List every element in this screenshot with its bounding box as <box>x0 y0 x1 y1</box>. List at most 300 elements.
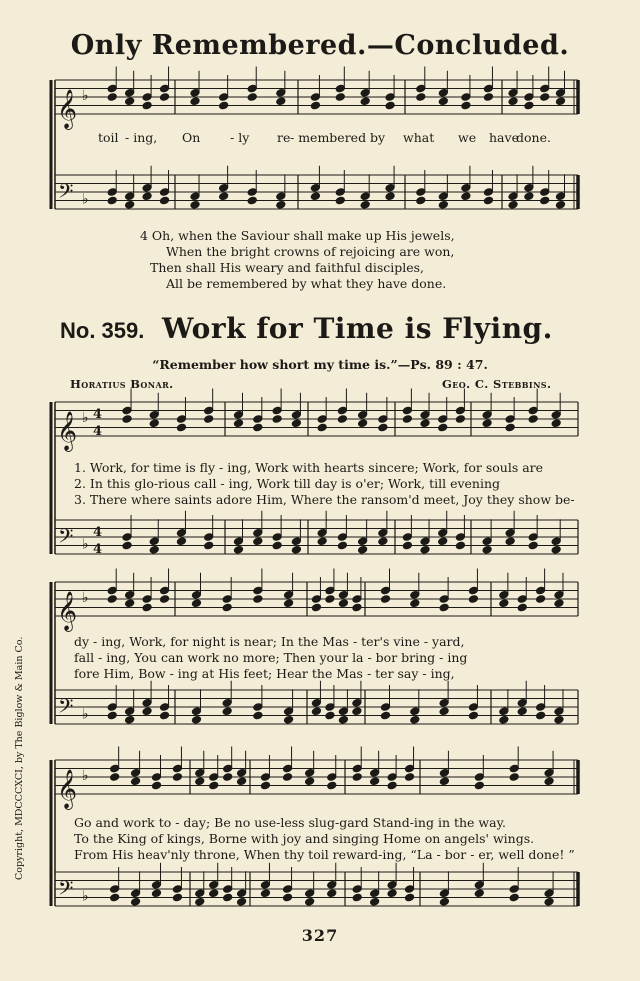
note-head <box>551 419 561 428</box>
stanza-line: Then shall His weary and faithful disciples, <box>150 260 425 275</box>
verse-line-1-1: 1. Work, for time is fly - ing, Work with hearts sincere; Work, for souls are <box>74 460 544 475</box>
note-head <box>310 192 320 201</box>
note-head <box>370 897 380 906</box>
note-head <box>209 773 219 782</box>
note-head <box>461 101 471 110</box>
note-head <box>142 595 152 604</box>
note-head <box>499 590 509 599</box>
note-head <box>125 707 135 716</box>
note-head <box>260 781 270 790</box>
note-head <box>439 595 449 604</box>
note-head <box>160 93 170 102</box>
note-head <box>420 545 430 554</box>
key-flat: ♭ <box>82 536 89 553</box>
note-head <box>410 599 420 608</box>
note-head <box>438 200 448 209</box>
note-head <box>122 415 132 424</box>
note-head <box>439 889 449 898</box>
note-head <box>352 764 362 773</box>
note-head <box>381 586 391 595</box>
note-head <box>172 893 182 902</box>
author-credit: Horatius Bonar. <box>70 377 174 391</box>
note-head <box>544 897 554 906</box>
note-head <box>337 541 347 550</box>
note-head <box>360 97 370 106</box>
note-head <box>125 88 135 97</box>
time-signature: 4 <box>93 525 103 540</box>
note-head <box>455 541 465 550</box>
stanza-line: 4 Oh, when the Saviour shall make up His jewels, <box>140 228 455 243</box>
note-head <box>517 707 527 716</box>
clef-glyph: 𝄞 <box>57 769 78 809</box>
note-head <box>142 101 152 110</box>
note-head <box>195 897 205 906</box>
note-head <box>461 192 471 201</box>
note-head <box>283 893 293 902</box>
note-head <box>528 415 538 424</box>
clef-glyph: 𝄢 <box>58 694 74 723</box>
note-head <box>509 773 519 782</box>
note-head <box>439 603 449 612</box>
clef-glyph: 𝄞 <box>57 411 78 451</box>
note-head <box>276 97 286 106</box>
note-head <box>410 590 420 599</box>
note-head <box>352 595 362 604</box>
note-head <box>276 88 286 97</box>
note-head <box>528 541 538 550</box>
note-head <box>455 533 465 542</box>
note-head <box>317 423 327 432</box>
clef-glyph: 𝄢 <box>58 876 74 905</box>
note-head <box>381 595 391 604</box>
verse-line-3-2: fore Him, Bow - ing at His feet; Hear the Mas - ter say - ing, <box>74 666 455 681</box>
note-head <box>311 707 321 716</box>
note-head <box>125 97 135 106</box>
note-head <box>209 889 219 898</box>
note-head <box>360 88 370 97</box>
note-head <box>439 777 449 786</box>
note-head <box>385 192 395 201</box>
note-head <box>192 599 202 608</box>
note-head <box>122 541 132 550</box>
note-head <box>325 586 335 595</box>
note-head <box>284 599 294 608</box>
note-head <box>524 101 534 110</box>
note-head <box>551 545 561 554</box>
lyric-syllable: re <box>277 130 291 145</box>
note-head <box>152 773 162 782</box>
scripture-epigraph: “Remember how short my time is.”—Ps. 89 : 47. <box>152 357 488 372</box>
note-head <box>291 545 301 554</box>
note-head <box>381 703 391 712</box>
note-head <box>310 101 320 110</box>
note-head <box>222 698 232 707</box>
note-head <box>291 537 301 546</box>
note-head <box>272 533 282 542</box>
lyric-syllable: - membered by <box>290 130 386 145</box>
note-head <box>107 703 117 712</box>
note-head <box>160 711 170 720</box>
note-head <box>253 703 263 712</box>
note-head <box>195 768 205 777</box>
note-head <box>110 773 120 782</box>
note-head <box>352 885 362 894</box>
note-head <box>517 595 527 604</box>
note-head <box>505 423 515 432</box>
note-head <box>131 889 141 898</box>
verse-line-1-3: Go and work to - day; Be no use-less slug-gard Stand-ing in the way. <box>74 815 506 830</box>
note-head <box>499 715 509 724</box>
previous-hymn-title: Only Remembered.—Concluded. <box>70 30 570 61</box>
note-head <box>223 773 233 782</box>
note-head <box>142 698 152 707</box>
note-head <box>152 781 162 790</box>
note-head <box>439 698 449 707</box>
note-head <box>160 586 170 595</box>
note-head <box>190 97 200 106</box>
note-head <box>107 586 117 595</box>
note-head <box>335 84 345 93</box>
note-head <box>192 715 202 724</box>
note-head <box>405 885 415 894</box>
note-head <box>247 93 257 102</box>
note-head <box>237 768 247 777</box>
note-head <box>385 101 395 110</box>
note-head <box>420 537 430 546</box>
note-head <box>325 711 335 720</box>
note-head <box>122 406 132 415</box>
note-head <box>385 93 395 102</box>
note-head <box>468 711 478 720</box>
note-head <box>499 599 509 608</box>
note-head <box>192 590 202 599</box>
note-head <box>378 528 388 537</box>
note-head <box>311 595 321 604</box>
note-head <box>125 715 135 724</box>
note-head <box>474 880 484 889</box>
note-head <box>360 200 370 209</box>
note-head <box>219 192 229 201</box>
note-head <box>378 537 388 546</box>
note-head <box>524 183 534 192</box>
note-head <box>149 545 159 554</box>
time-signature: 4 <box>93 424 103 439</box>
note-head <box>305 897 315 906</box>
lyric-syllable: done. <box>516 130 551 145</box>
note-head <box>253 586 263 595</box>
note-head <box>508 88 518 97</box>
note-head <box>284 590 294 599</box>
note-head <box>219 183 229 192</box>
note-head <box>234 410 244 419</box>
note-head <box>291 410 301 419</box>
note-head <box>260 889 270 898</box>
note-head <box>378 423 388 432</box>
note-head <box>338 715 348 724</box>
note-head <box>222 603 232 612</box>
note-head <box>247 196 257 205</box>
note-head <box>131 777 141 786</box>
time-signature: 4 <box>93 542 103 557</box>
note-head <box>509 893 519 902</box>
stanza-line: All be remembered by what they have done. <box>166 276 447 291</box>
note-head <box>152 889 162 898</box>
note-head <box>327 773 337 782</box>
note-head <box>482 410 492 419</box>
note-head <box>272 415 282 424</box>
note-head <box>125 200 135 209</box>
note-head <box>483 188 493 197</box>
note-head <box>461 93 471 102</box>
note-head <box>381 711 391 720</box>
note-head <box>416 196 426 205</box>
note-head <box>358 537 368 546</box>
note-head <box>192 707 202 716</box>
note-head <box>405 893 415 902</box>
note-head <box>508 200 518 209</box>
note-head <box>370 768 380 777</box>
note-head <box>420 410 430 419</box>
note-head <box>438 192 448 201</box>
note-head <box>554 599 564 608</box>
clef-glyph: 𝄢 <box>58 524 74 553</box>
note-head <box>131 768 141 777</box>
note-head <box>439 768 449 777</box>
note-head <box>483 196 493 205</box>
note-head <box>352 707 362 716</box>
note-head <box>536 586 546 595</box>
note-head <box>337 415 347 424</box>
note-head <box>311 603 321 612</box>
note-head <box>482 537 492 546</box>
note-head <box>468 586 478 595</box>
note-head <box>172 773 182 782</box>
note-head <box>305 777 315 786</box>
note-head <box>305 889 315 898</box>
note-head <box>508 97 518 106</box>
note-head <box>327 781 337 790</box>
note-head <box>402 533 412 542</box>
key-flat: ♭ <box>82 706 89 723</box>
note-head <box>509 764 519 773</box>
note-head <box>416 93 426 102</box>
note-head <box>410 715 420 724</box>
note-head <box>107 188 117 197</box>
note-head <box>160 188 170 197</box>
note-head <box>142 93 152 102</box>
verse-line-1-2: dy - ing, Work, for night is near; In the Mas - ter's vine - yard, <box>74 634 465 649</box>
note-head <box>416 188 426 197</box>
note-head <box>253 711 263 720</box>
note-head <box>335 196 345 205</box>
note-head <box>335 93 345 102</box>
lyric-syllable: - ing, <box>125 130 158 145</box>
note-head <box>237 777 247 786</box>
note-head <box>190 200 200 209</box>
lyric-syllable: we <box>458 130 477 145</box>
note-head <box>237 897 247 906</box>
verse-line-2-2: fall - ing, You can work no more; Then your la - bor bring - ing <box>74 650 468 665</box>
note-head <box>234 545 244 554</box>
note-head <box>283 885 293 894</box>
note-head <box>455 406 465 415</box>
hymn-number: No. 359. <box>60 318 145 343</box>
note-head <box>142 192 152 201</box>
note-head <box>223 893 233 902</box>
note-head <box>110 893 120 902</box>
note-head <box>551 410 561 419</box>
note-head <box>195 777 205 786</box>
note-head <box>317 528 327 537</box>
key-flat: ♭ <box>82 888 89 905</box>
note-head <box>337 533 347 542</box>
note-head <box>260 880 270 889</box>
composer-credit: Geo. C. Stebbins. <box>442 377 552 391</box>
note-head <box>107 93 117 102</box>
note-head <box>125 599 135 608</box>
page-number: 327 <box>301 926 339 945</box>
note-head <box>110 764 120 773</box>
stanza-line: When the bright crowns of rejoicing are won, <box>166 244 455 259</box>
note-head <box>517 603 527 612</box>
note-head <box>276 192 286 201</box>
note-head <box>234 419 244 428</box>
note-head <box>352 603 362 612</box>
note-head <box>223 885 233 894</box>
note-head <box>410 707 420 716</box>
note-head <box>438 528 448 537</box>
note-head <box>508 192 518 201</box>
note-head <box>260 773 270 782</box>
note-head <box>204 415 214 424</box>
note-head <box>107 196 117 205</box>
note-head <box>420 419 430 428</box>
note-head <box>387 880 397 889</box>
lyric-syllable: - ly <box>230 130 250 145</box>
clef-glyph: 𝄞 <box>57 591 78 631</box>
note-head <box>253 423 263 432</box>
note-head <box>528 533 538 542</box>
note-head <box>385 183 395 192</box>
note-head <box>461 183 471 192</box>
note-head <box>176 528 186 537</box>
note-head <box>358 410 368 419</box>
note-head <box>360 192 370 201</box>
note-head <box>524 93 534 102</box>
note-head <box>253 415 263 424</box>
note-head <box>152 880 162 889</box>
note-head <box>439 897 449 906</box>
note-head <box>110 885 120 894</box>
note-head <box>149 419 159 428</box>
hymn-title: Work for Time is Flying. <box>162 312 553 345</box>
note-head <box>474 781 484 790</box>
key-flat: ♭ <box>82 88 89 104</box>
lyric-syllable: have <box>489 130 519 145</box>
key-flat: ♭ <box>82 191 89 208</box>
note-head <box>160 196 170 205</box>
note-head <box>556 88 566 97</box>
note-head <box>370 777 380 786</box>
note-head <box>352 773 362 782</box>
note-head <box>405 773 415 782</box>
note-head <box>544 768 554 777</box>
note-head <box>544 777 554 786</box>
note-head <box>482 419 492 428</box>
note-head <box>195 889 205 898</box>
note-head <box>310 183 320 192</box>
note-head <box>402 415 412 424</box>
key-flat: ♭ <box>82 768 89 784</box>
note-head <box>176 415 186 424</box>
note-head <box>209 781 219 790</box>
note-head <box>337 406 347 415</box>
note-head <box>107 84 117 93</box>
note-head <box>107 711 117 720</box>
copyright-notice: Copyright, MDCCCXCI, by The Biglow & Main Co. <box>14 636 25 880</box>
note-head <box>305 768 315 777</box>
note-head <box>253 537 263 546</box>
note-head <box>160 595 170 604</box>
note-head <box>338 707 348 716</box>
note-head <box>219 93 229 102</box>
note-head <box>209 880 219 889</box>
verse-line-2-1: 2. In this glo-rious call - ing, Work till day is o'er; Work, till evening <box>74 476 501 491</box>
note-head <box>483 93 493 102</box>
note-head <box>556 97 566 106</box>
note-head <box>317 415 327 424</box>
note-head <box>125 192 135 201</box>
note-head <box>509 885 519 894</box>
note-head <box>149 410 159 419</box>
note-head <box>352 698 362 707</box>
key-flat: ♭ <box>82 410 89 426</box>
note-head <box>142 603 152 612</box>
note-head <box>556 200 566 209</box>
note-head <box>544 889 554 898</box>
note-head <box>378 415 388 424</box>
note-head <box>482 545 492 554</box>
note-head <box>107 595 117 604</box>
note-head <box>190 192 200 201</box>
note-head <box>455 415 465 424</box>
note-head <box>149 537 159 546</box>
note-head <box>176 537 186 546</box>
note-head <box>276 200 286 209</box>
verse-line-3-1: 3. There where saints adore Him, Where the ransom'd meet, Joy they show be- <box>74 492 575 507</box>
note-head <box>222 707 232 716</box>
note-head <box>223 764 233 773</box>
clef-glyph: 𝄢 <box>58 179 74 208</box>
key-flat: ♭ <box>82 590 89 606</box>
note-head <box>204 406 214 415</box>
note-head <box>387 889 397 898</box>
note-head <box>370 889 380 898</box>
clef-glyph: 𝄞 <box>57 89 78 129</box>
note-head <box>554 715 564 724</box>
note-head <box>556 192 566 201</box>
note-head <box>387 773 397 782</box>
note-head <box>540 84 550 93</box>
note-head <box>528 406 538 415</box>
note-head <box>438 537 448 546</box>
note-head <box>283 773 293 782</box>
note-head <box>172 764 182 773</box>
note-head <box>499 707 509 716</box>
note-head <box>222 595 232 604</box>
lyric-syllable: toil <box>98 130 119 145</box>
note-head <box>284 715 294 724</box>
